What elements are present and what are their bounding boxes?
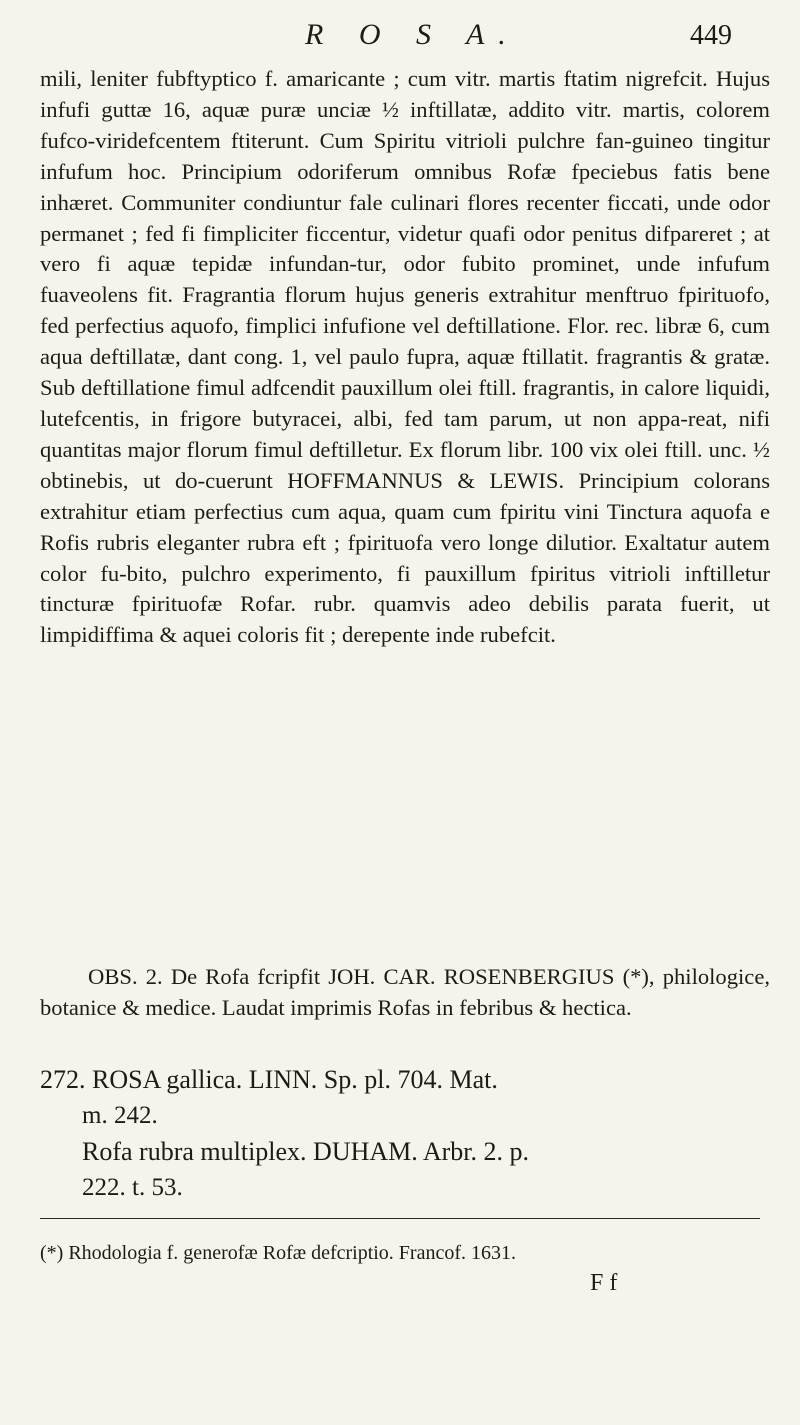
page-number: 449 xyxy=(690,20,732,51)
observation-text: OBS. 2. De Rofa fcripfit JOH. CAR. ROSENBERGIUS (*), philologice, botanice & medice. Laudat imprimis Rofas in febribus & hectica. xyxy=(40,964,770,1020)
entry-heading: 272. ROSA gallica. LINN. Sp. pl. 704. Mat. xyxy=(40,1065,498,1094)
paragraph-text: mili, leniter fubftyptico f. amaricante ; cum vitr. martis ftatim nigrefcit. Hujus infufi guttæ 16, aquæ puræ unciæ ½ inftillatæ, addito vitr. martis, colorem fufco-viridefcentem ftiterunt. Cum Spiritu vitrioli pulchre fan-guineo tingitur infufum hoc. Principium odoriferum omnibus Rofæ fpeciebus fatis bene inhæret. Communiter condiuntur fale culinari flores recenter ficcati, unde odor permanet ; fed fi fimpliciter ficcentur, videtur quafi odor penitus difpareret ; at vero fi aquæ tepidæ infundan-tur, odor fubito prominet, unde infufum fuaveolens fit. Fragrantia florum hujus generis extrahitur menftruo fpirituofo, fed perfectius aquofo, fimplici infufione vel deftillatione. Flor. rec. libræ 6, cum aqua deftillatæ, dant cong. 1, vel paulo fupra, aquæ ftillatit. fragrantis & gratæ. Sub deftillatione fimul adfcendit pauxillum olei ftill. fragrantis, in calore liquidi, lutefcentis, in frigore butyracei, albi, fed tam parum, ut non appa-reat, nifi quantitas major florum fimul deftilletur. Ex florum libr. 100 vix olei ftill. unc. ½ obtinebis, ut do-cuerunt HOFFMANNUS & LEWIS. Principium colorans extrahitur etiam perfectius cum aqua, quam cum fpiritu vini Tinctura aquofa e Rofis rubris eleganter rubra eft ; fpirituofa vero longe dilutior. Exaltatur autem color fu-bito, pulchro experimento, fi pauxillum fpiritus vitrioli inftilletur tincturæ fpirituofæ Rofar. rubr. quamvis adeo debilis parata fuerit, ut limpidiffima & aquei coloris fit ; derepente inde rubefcit. xyxy=(40,66,770,648)
entry-heading-continued: m. 242. xyxy=(82,1102,158,1129)
running-title: R O S A. xyxy=(305,18,520,51)
observation-paragraph xyxy=(40,962,770,1023)
main-paragraph xyxy=(40,64,770,651)
entry-synonym-continued: 222. t. 53. xyxy=(82,1174,183,1201)
running-head xyxy=(0,18,800,58)
species-entry xyxy=(40,1062,780,1206)
footnote-rule xyxy=(40,1218,760,1219)
entry-synonym: Rofa rubra multiplex. DUHAM. Arbr. 2. p. xyxy=(82,1137,530,1166)
signature-mark: F f xyxy=(590,1270,618,1296)
footnote: (*) Rhodologia f. generofæ Rofæ defcriptio. Francof. 1631. xyxy=(40,1242,517,1264)
